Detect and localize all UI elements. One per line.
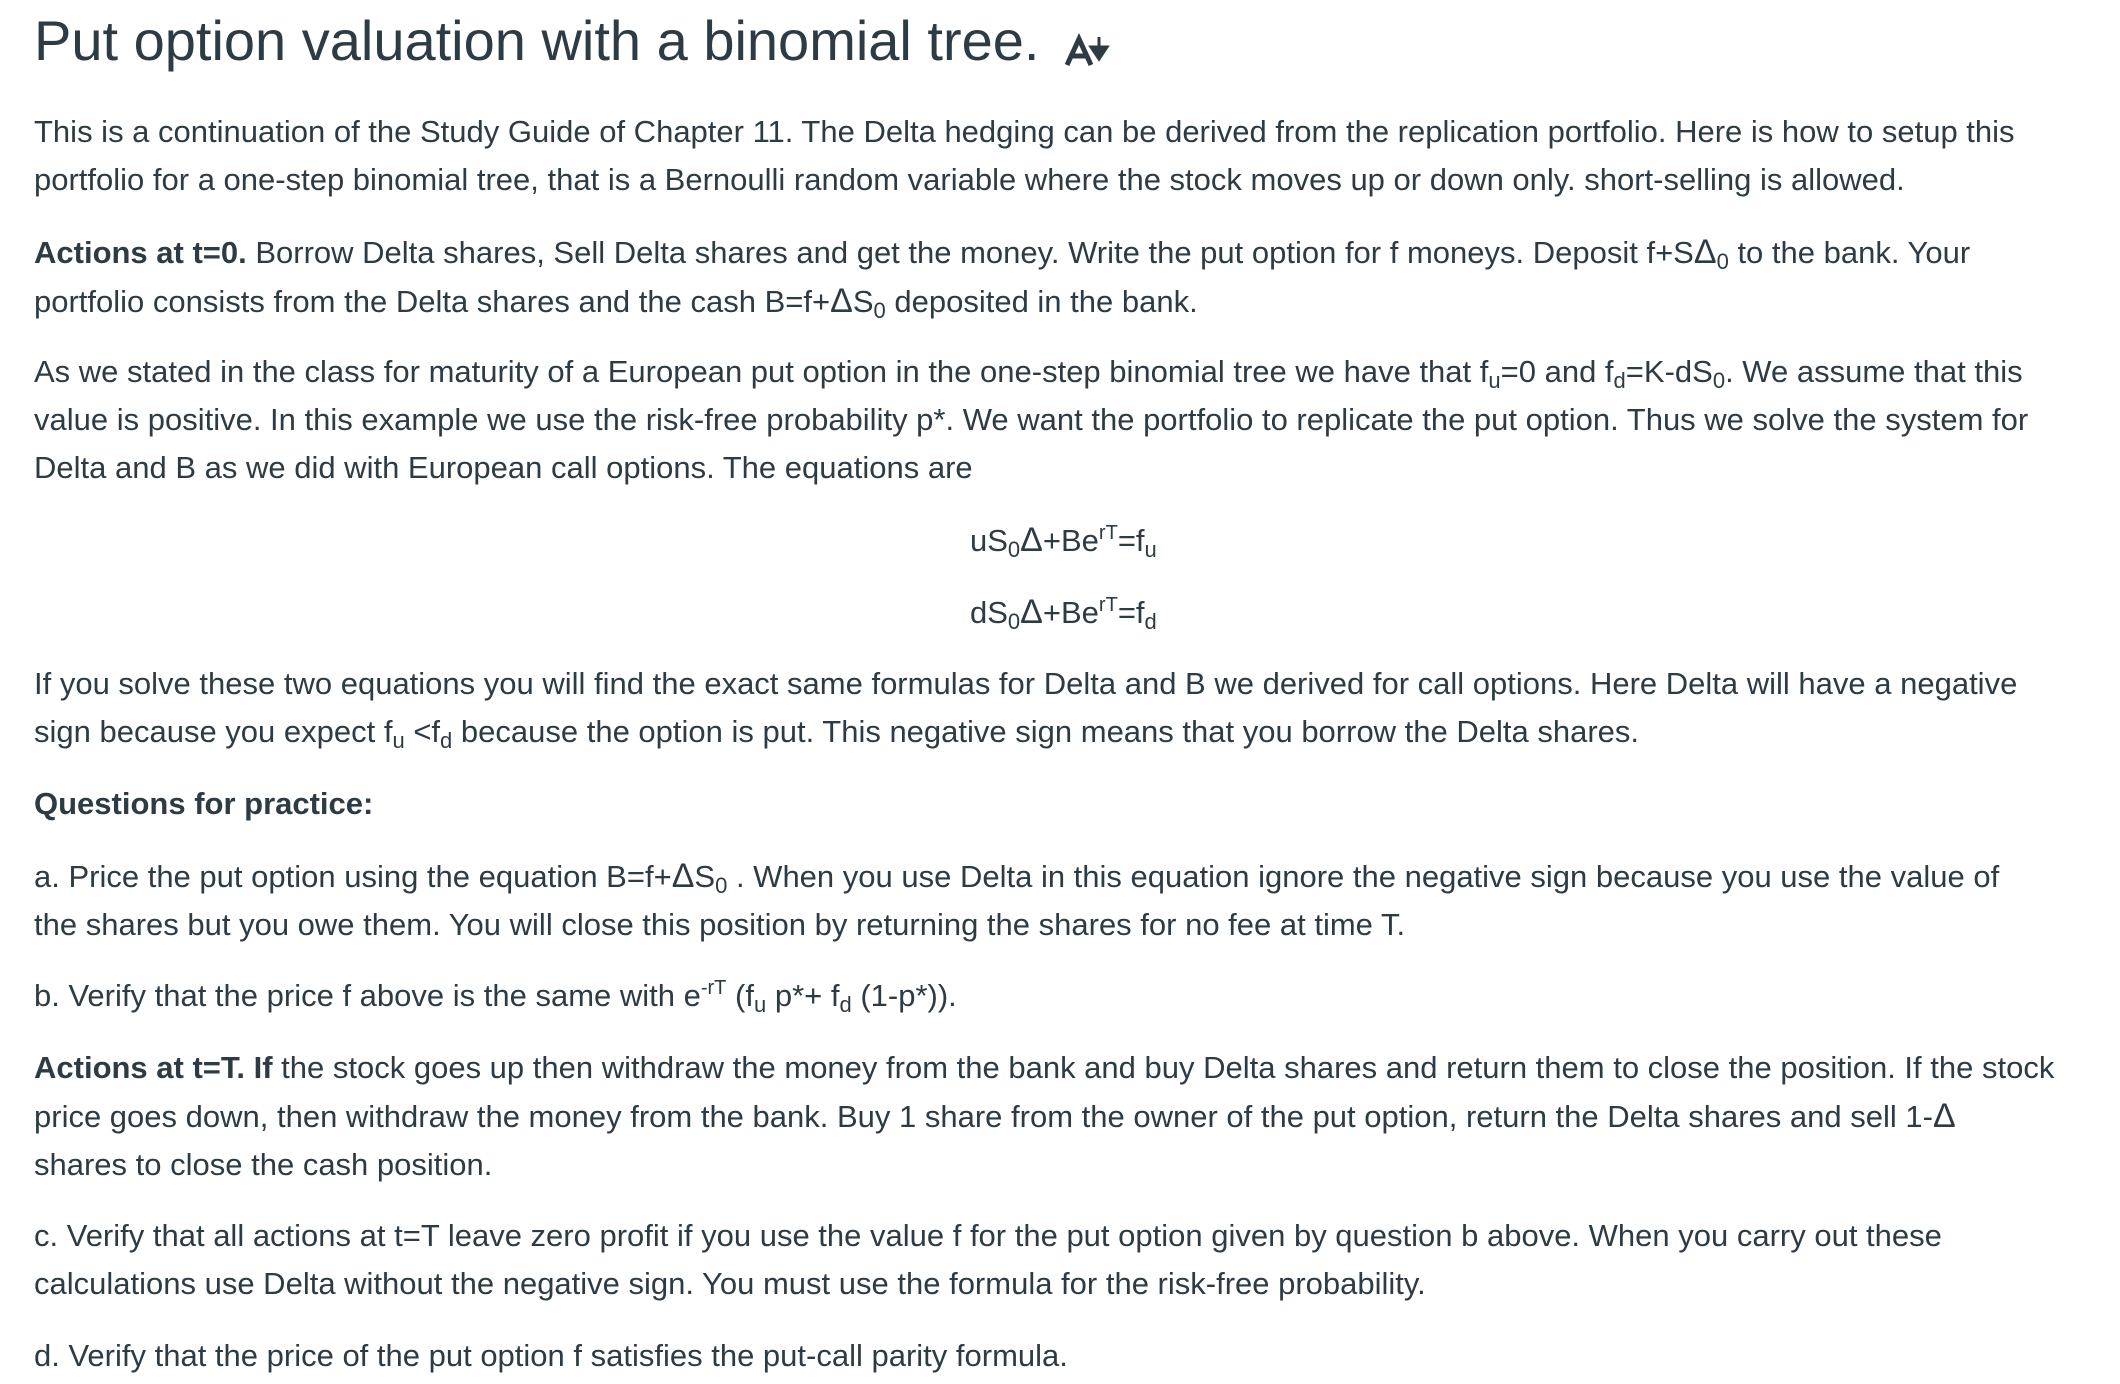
text: S [694,859,716,894]
text: Delta and B as we did with European call options. The equations are [34,450,973,485]
text: Borrow Delta shares, Sell Delta shares and get the money. Write the put option for f moneys. Deposit f+S [246,235,1694,270]
superscript: rT [1098,522,1118,544]
delta-symbol: Δ [1020,521,1043,559]
intro-paragraph [34,108,2104,204]
subscript: d [440,728,453,753]
actions-t0-heading: Actions at t=0. [34,235,247,270]
text: p*+ f [766,978,840,1013]
subscript: d [1144,609,1157,634]
text: =K-dS [1625,354,1713,389]
subscript: d [839,992,852,1017]
text: c. Verify that all actions at t=T leave zero profit if you use the value f for the put option given by question b above. When you carry out these [34,1218,1942,1253]
delta-symbol: Δ [1693,233,1717,271]
subscript: u [1488,368,1501,393]
intro-line-1: This is a continuation of the Study Guide of Chapter 11. The Delta hedging can be derived from the replication portfolio. Here is how to setup this [34,114,2015,149]
subscript: u [1144,537,1157,562]
accessibility-text-icon[interactable] [1063,19,1113,59]
delta-symbol: Δ [671,857,695,895]
page-title-text: Put option valuation with a binomial tree. [34,9,1040,72]
questions-heading [34,780,2104,828]
superscript: -rT [700,977,727,999]
actions-tT-heading: Actions at t=T. If [34,1050,273,1085]
text: +Be [1042,523,1099,558]
text: calculations use Delta without the negative sign. You must use the formula for the risk-free probability. [34,1266,1426,1301]
delta-symbol: Δ [1932,1097,1956,1135]
text: As we stated in the class for maturity of a European put option in the one-step binomial tree we have that f [34,354,1489,389]
text: sign because you expect f [34,714,393,749]
text: deposited in the bank. [885,284,1198,319]
text: portfolio consists from the Delta shares and the cash B=f+ [34,284,831,319]
text: (1-p*)). [851,978,957,1013]
text: d. Verify that the price of the put option f satisfies the put-call parity formula. [34,1338,1068,1373]
text: =f [1117,595,1145,630]
text: to the bank. Your [1728,235,1971,270]
subscript: u [753,992,767,1017]
questions-heading-text: Questions for practice: [34,786,374,821]
page-title [34,8,1113,73]
text: <f [404,714,441,749]
equation-up [970,516,1157,565]
text: value is positive. In this example we use the risk-free probability p*. We want the portfolio to replicate the put option. Thus we solve the system for [34,402,2029,437]
text: +Be [1042,595,1099,630]
question-d [34,1332,2104,1380]
subscript: u [392,728,405,753]
text: the stock goes up then withdraw the money from the bank and buy Delta shares and return them to close the position. If the stock [272,1050,2055,1085]
text: shares to close the cash position. [34,1147,493,1182]
question-b [34,972,2104,1020]
text: b. Verify that the price f above is the same with e [34,978,701,1013]
actions-tT-paragraph [34,1044,2104,1189]
text: the shares but you owe them. You will close this position by returning the shares for no fee at time T. [34,907,1406,942]
subscript: 0 [1716,249,1729,274]
text: price goes down, then withdraw the money from the bank. Buy 1 share from the owner of the put option, return the Delta shares and sell 1- [34,1099,1933,1134]
text: uS [970,523,1008,558]
delta-symbol: Δ [830,282,853,320]
subscript: d [1613,368,1626,393]
subscript: 0 [715,873,728,898]
equation-down [970,588,1157,637]
actions-t0-paragraph [34,228,2104,326]
text: (f [726,978,754,1013]
text: =0 and f [1500,354,1614,389]
maturity-paragraph [34,348,2104,492]
question-a [34,852,2104,949]
text: a. Price the put option using the equation B=f+ [34,859,672,894]
text: . We assume that this [1725,354,2023,389]
question-c [34,1212,2104,1308]
text: If you solve these two equations you will find the exact same formulas for Delta and B we derived for call options. Here Delta will have a negative [34,666,2018,701]
text: =f [1117,523,1145,558]
text: . When you use Delta in this equation ignore the negative sign because you use the value of [727,859,2000,894]
superscript: rT [1098,594,1118,616]
subscript: 0 [1007,609,1021,634]
text: S [852,284,874,319]
solve-paragraph [34,660,2104,756]
delta-symbol: Δ [1020,593,1043,631]
text: dS [970,595,1008,630]
subscript: 0 [1007,537,1021,562]
subscript: 0 [873,298,886,323]
text: because the option is put. This negative sign means that you borrow the Delta shares. [452,714,1640,749]
subscript: 0 [1712,368,1726,393]
intro-line-2: portfolio for a one-step binomial tree, that is a Bernoulli random variable where the stock moves up or down only. short-selling is allowed. [34,162,1905,197]
